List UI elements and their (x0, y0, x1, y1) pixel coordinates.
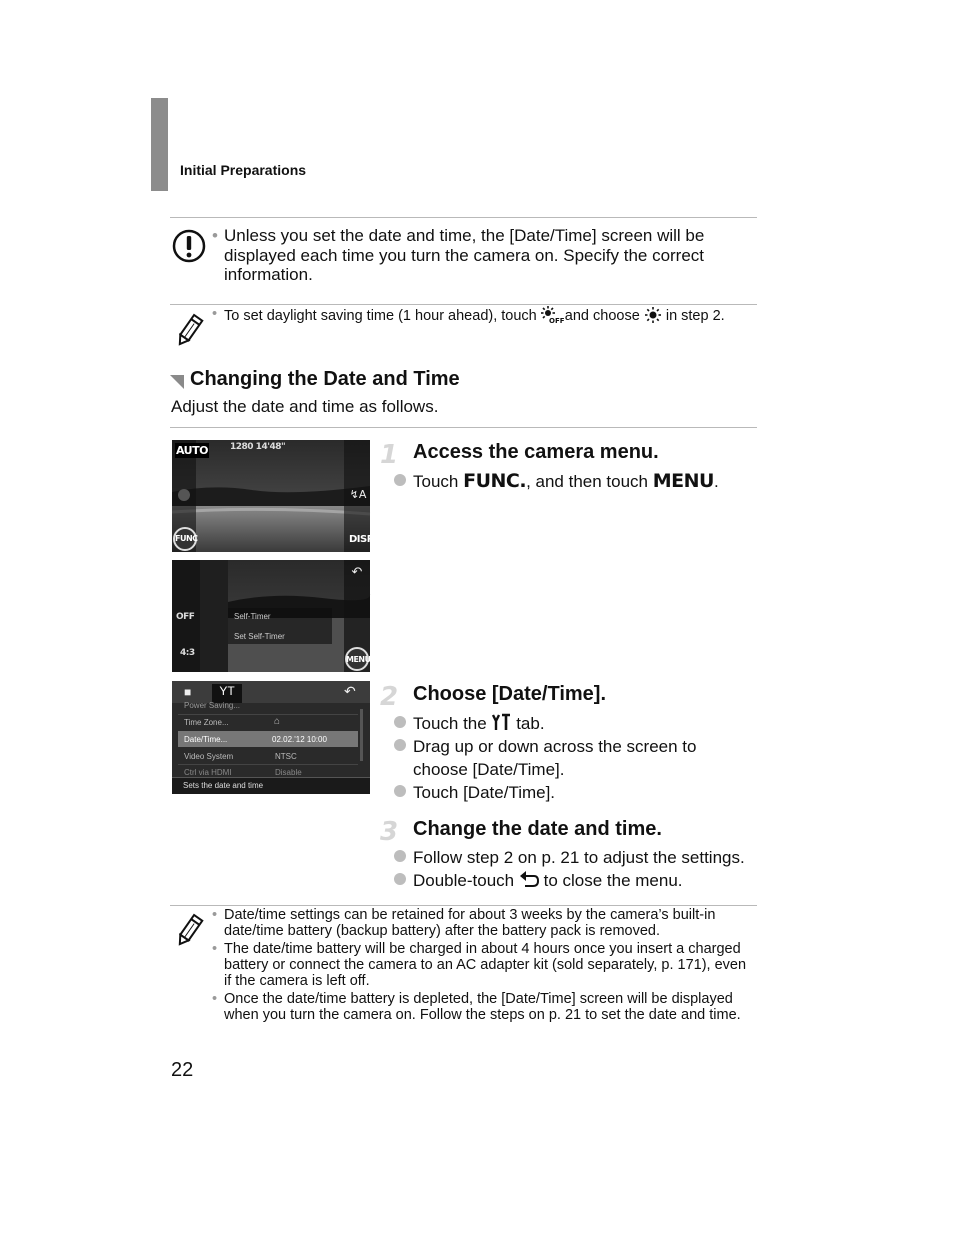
menu-touch-button[interactable]: MENU (346, 655, 371, 664)
camera-screen-shooting (172, 440, 374, 552)
page-number: 22 (171, 1059, 194, 1081)
caution-icon (171, 228, 207, 269)
func-touch-button[interactable]: FUNC (175, 534, 198, 543)
settings-row[interactable]: Power Saving... (184, 701, 241, 710)
aspect-ratio-label: 4:3 (180, 648, 195, 658)
section-intro: Adjust the date and time as follows. (171, 397, 439, 416)
settings-list (178, 703, 358, 779)
tools-tab-icon[interactable]: YT (212, 684, 242, 703)
step-number: 3 (380, 817, 399, 847)
back-icon (519, 870, 539, 888)
menu-glyph: MENU (652, 470, 714, 492)
step-number: 1 (380, 440, 399, 470)
dst-off-icon (541, 306, 565, 325)
func-glyph: FUNC. (463, 470, 527, 492)
scrollbar[interactable] (360, 709, 363, 761)
divider (170, 427, 757, 428)
dst-text-3: in step 2. (665, 308, 725, 324)
step-title: Choose [Date/Time]. (413, 683, 606, 705)
step-instruction: Follow step 2 on p. 21 to adjust the settings. (394, 846, 756, 869)
self-timer-label: Self-Timer (234, 612, 271, 621)
set-self-timer-label: Set Self-Timer (234, 632, 285, 641)
svg-text:OFF: OFF (548, 317, 565, 325)
step-number: 2 (380, 682, 399, 712)
step-title: Access the camera menu. (413, 441, 659, 463)
dst-text-2: and choose (564, 308, 640, 324)
divider (170, 905, 757, 906)
caution-text: Unless you set the date and time, the [Date/Time] screen will be displayed each time you turn the camera on. Specify the correct information. (224, 226, 705, 284)
pencil-note-icon (174, 914, 204, 953)
settings-row[interactable]: Ctrl via HDMI Disable (184, 768, 302, 777)
note-item: • Once the date/time battery is depleted, the [Date/Time] screen will be displayed when you turn the camera on. Follow the steps on p. 21 to set the date and time. (212, 991, 741, 1023)
tools-tab-icon (491, 713, 511, 731)
note-item: • The date/time battery will be charged in about 4 hours once you insert a charged battery or connect the camera to an AC adapter kit (sold separately, p. 171), even if the camera is left off. (212, 941, 747, 989)
self-timer-off-label: OFF (176, 612, 195, 622)
divider (170, 217, 757, 218)
step-instruction: Drag up or down across the screen to choose [Date/Time]. (394, 735, 756, 781)
section-title: Initial Preparations (180, 162, 307, 178)
step-instruction: Touch FUNC., and then touch MENU. (394, 470, 719, 493)
disp-button[interactable]: DISP (349, 534, 374, 545)
camera-tab-icon[interactable]: ■ (184, 685, 192, 699)
svg-text:↯A: ↯A (349, 488, 367, 501)
camera-screen-func-menu (172, 560, 370, 672)
heading-marker-icon (170, 375, 184, 389)
mode-badge: AUTO (176, 444, 208, 457)
step-instruction: Double-touch to close the menu. (394, 869, 756, 892)
step-instructions (394, 712, 756, 804)
dst-note: • To set daylight saving time (1 hour ahead), touch OFF and choose in step 2. (212, 306, 725, 325)
pencil-note-icon (174, 314, 204, 353)
step-instruction: Touch [Date/Time]. (394, 781, 756, 804)
section-heading-text: Changing the Date and Time (190, 368, 460, 390)
caution-note: • Unless you set the date and time, the [Date/Time] screen will be displayed each time you turn the camera on. Specify the correct information. (212, 226, 752, 285)
settings-row-selected[interactable]: Date/Time... 02.02.'12 10:00 (178, 731, 358, 747)
section-tab-bar (151, 98, 168, 191)
battery-notes (212, 907, 757, 1023)
settings-row[interactable]: Video System NTSC (178, 748, 358, 765)
home-icon: ⌂ (274, 716, 281, 727)
step-instruction: Touch the tab. (394, 712, 756, 735)
shot-info: 1280 14'48" (230, 442, 286, 452)
step-instructions (394, 846, 756, 892)
step-title: Change the date and time. (413, 818, 662, 840)
section-heading (170, 368, 460, 391)
camera-screen-settings-menu (172, 681, 370, 793)
back-icon[interactable]: ↶ (344, 683, 356, 699)
svg-text:↶: ↶ (351, 565, 363, 580)
note-item: • Date/time settings can be retained for about 3 weeks by the camera’s built-in date/time battery (backup battery) after the battery pack is removed. (212, 907, 716, 939)
divider (170, 304, 757, 305)
dst-text-1: To set daylight saving time (1 hour ahead), touch (224, 308, 537, 324)
settings-hint: Sets the date and time (183, 781, 264, 790)
settings-row[interactable]: Time Zone... ⌂ (178, 714, 358, 731)
dst-on-icon (644, 307, 662, 323)
